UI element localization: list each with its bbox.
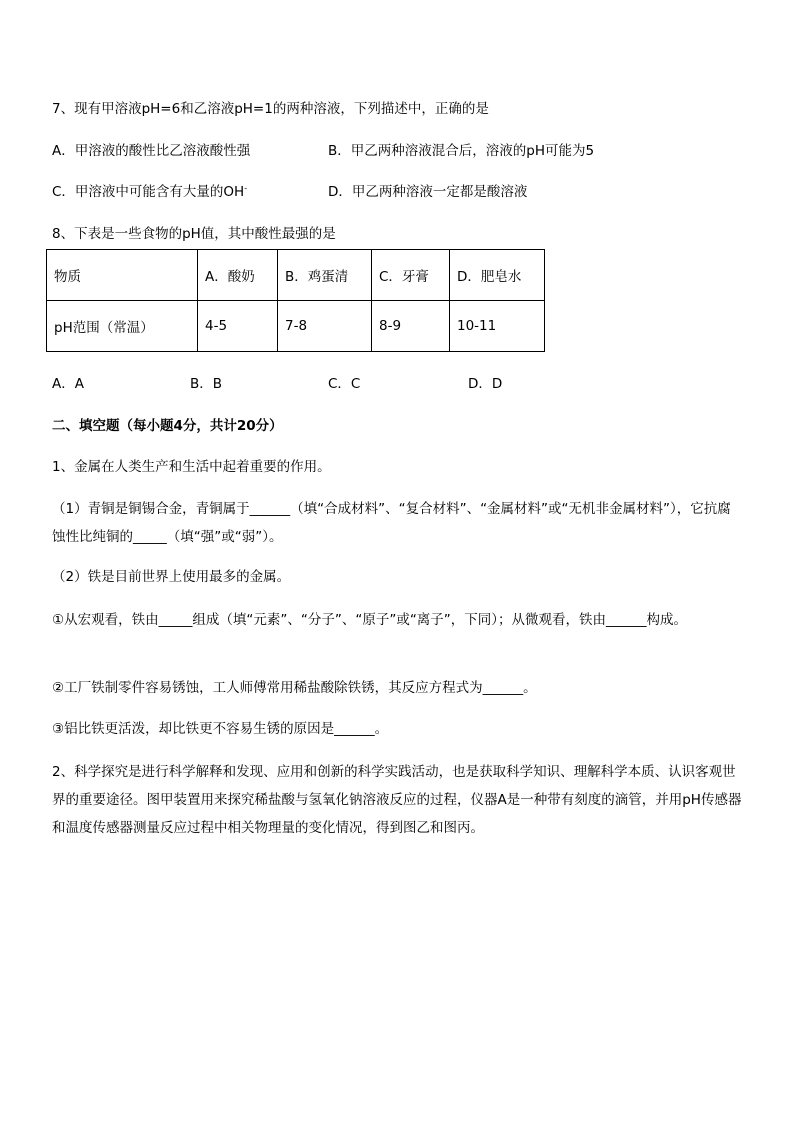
question-8-option-c: C．C	[328, 376, 361, 392]
question-1-sub-3: ③铝比铁更活泼，却比铁更不容易生锈的原因是______。	[52, 721, 389, 737]
table-cell: 4-5	[198, 301, 278, 352]
question-7-option-c	[52, 182, 247, 202]
question-7-option-c-text: C．甲溶液中可能含有大量的OH	[52, 184, 245, 200]
table-cell: 7-8	[278, 301, 372, 352]
table-header-cell: 物质	[47, 250, 198, 301]
table-header-cell: A．酸奶	[198, 250, 278, 301]
question-7-option-d: D．甲乙两种溶液一定都是酸溶液	[328, 184, 528, 200]
table-header-cell: C．牙膏	[372, 250, 450, 301]
table-cell: pH范围（常温）	[47, 301, 198, 352]
table-cell: 10-11	[450, 301, 545, 352]
table-header-cell: B．鸡蛋清	[278, 250, 372, 301]
question-8-option-a: A．A	[52, 376, 84, 392]
question-1-stem: 1、金属在人类生产和生活中起着重要的作用。	[52, 459, 331, 475]
question-8-stem: 8、下表是一些食物的pH值，其中酸性最强的是	[52, 226, 336, 242]
ph-table	[46, 249, 545, 352]
question-8-option-d: D．D	[468, 376, 503, 392]
question-7-option-b: B．甲乙两种溶液混合后，溶液的pH可能为5	[328, 143, 595, 159]
hydroxide-charge-superscript: -	[244, 183, 248, 193]
question-1-sub-2: ②工厂铁制零件容易锈蚀，工人师傅常用稀盐酸除铁锈，其反应方程式为______。	[52, 680, 537, 696]
section-2-title: 二、填空题（每小题4分，共计20分）	[52, 418, 283, 434]
table-header-cell: D．肥皂水	[450, 250, 545, 301]
question-1-sub-1: ①从宏观看，铁由_____组成（填“元素”、“分子”、“原子”或“离子”，下同）；从微观看，铁由______构成。	[52, 612, 688, 628]
question-7-option-a: A．甲溶液的酸性比乙溶液酸性强	[52, 143, 251, 159]
question-1-part-2: （2）铁是目前世界上使用最多的金属。	[52, 569, 291, 585]
question-8-option-b: B．B	[190, 376, 223, 392]
question-2-stem: 2、科学探究是进行科学解释和发现、应用和创新的科学实践活动，也是获取科学知识、理解科学本质、认识客观世界的重要途径。图甲装置用来探究稀盐酸与氢氧化钠溶液反应的过程，仪器A是一种带有刻度的滴管，并用pH传感器和温度传感器测量反应过程中相关物理量的变化情况，得到图乙和图丙。	[52, 764, 742, 836]
table-row	[47, 250, 545, 301]
table-row	[47, 301, 545, 352]
question-1-part-1: （1）青铜是铜锡合金，青铜属于______（填“合成材料”、“复合材料”、“金属材料”或“无机非金属材料”），它抗腐蚀性比纯铜的_____（填“强”或“弱”）。	[52, 501, 731, 545]
table-cell: 8-9	[372, 301, 450, 352]
question-7-stem: 7、现有甲溶液pH=6和乙溶液pH=1的两种溶液，下列描述中，正确的是	[52, 101, 489, 117]
